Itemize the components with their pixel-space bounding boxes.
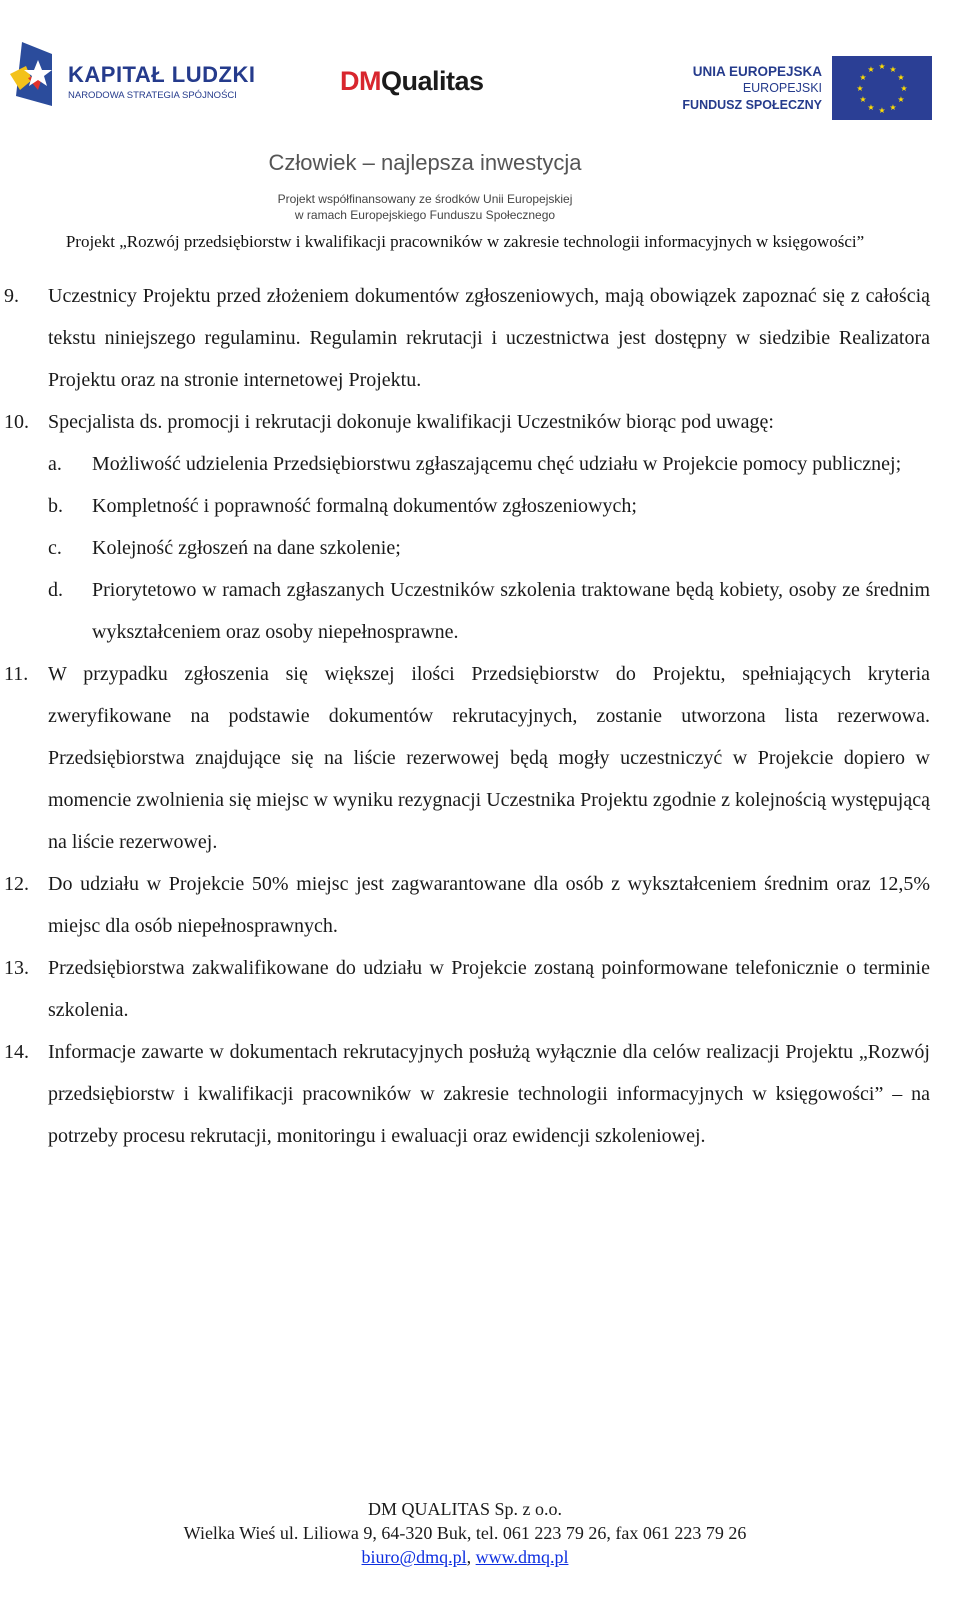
sub-list-item — [0, 527, 930, 569]
cofinancing-line-2: w ramach Europejskiego Funduszu Społecznego — [294, 208, 556, 222]
svg-text:★: ★ — [900, 84, 908, 93]
project-title: Projekt „Rozwój przedsiębiorstw i kwalifikacji pracowników w zakresie technologii informacyjnych w księgowości” — [65, 232, 865, 251]
list-item — [0, 653, 930, 863]
sub-item-letter: b. — [48, 495, 63, 517]
item-text: Przedsiębiorstwa zakwalifikowane do udziału w Projekcie zostaną poinformowane telefonicznie o terminie szkolenia. — [48, 957, 930, 1021]
svg-text:★: ★ — [889, 103, 897, 112]
svg-text:★: ★ — [897, 73, 905, 82]
eu-line-3: FUNDUSZ SPOŁECZNY — [682, 98, 822, 112]
page-footer — [0, 1497, 930, 1569]
cofinancing-line-1: Projekt współfinansowany ze środków Unii Europejskiej — [277, 192, 573, 206]
dmq-logo-dm: DM — [340, 66, 381, 96]
list-item — [0, 1031, 930, 1157]
svg-text:★: ★ — [867, 65, 875, 74]
list-item — [0, 275, 930, 401]
svg-text:★: ★ — [867, 103, 875, 112]
svg-text:★: ★ — [859, 73, 867, 82]
item-number: 13. — [4, 957, 29, 979]
list-item — [0, 863, 930, 947]
sub-item-text: Kompletność i poprawność formalną dokumentów zgłoszeniowych; — [92, 495, 637, 517]
email-link[interactable]: biuro@dmq.pl — [361, 1547, 467, 1567]
svg-text:★: ★ — [897, 95, 905, 104]
motto: Człowiek – najlepsza inwestycja — [268, 150, 582, 175]
kapital-ludzki-emblem-icon — [8, 40, 58, 110]
footer-links — [0, 1545, 930, 1569]
sub-item-text: Priorytetowo w ramach zgłaszanych Uczestników szkolenia traktowane będą kobiety, osoby ze średnim wykształceniem oraz osoby niepełnosprawne. — [92, 579, 930, 643]
item-text: Uczestnicy Projektu przed złożeniem dokumentów zgłoszeniowych, mają obowiązek zapoznać się z całością tekstu niniejszego regulaminu. Regulamin rekrutacji i uczestnictwa jest dostępny w siedzibie Realizatora Projektu oraz na stronie internetowej Projektu. — [48, 285, 930, 391]
eu-line-2: EUROPEJSKI — [742, 81, 822, 95]
dmq-logo-qualitas: Qualitas — [381, 66, 484, 96]
item-text: Informacje zawarte w dokumentach rekrutacyjnych posłużą wyłącznie dla celów realizacji Projektu „Rozwój przedsiębiorstw i kwalifikacji pracowników w zakresie technologii informacyjnych w księgowości” – na potrzeby procesu rekrutacji, monitoringu i ewaluacji oraz ewidencji szkoleniowej. — [48, 1041, 930, 1147]
kapital-ludzki-subtitle: NARODOWA STRATEGIA SPÓJNOŚCI — [68, 90, 237, 101]
svg-text:★: ★ — [889, 65, 897, 74]
item-number: 11. — [4, 663, 29, 685]
sub-item-letter: a. — [48, 453, 62, 475]
item-number: 10. — [4, 411, 29, 433]
item-number: 14. — [4, 1041, 29, 1063]
website-link[interactable]: www.dmq.pl — [475, 1547, 569, 1567]
footer-address: Wielka Wieś ul. Liliowa 9, 64-320 Buk, tel. 061 223 79 26, fax 061 223 79 26 — [183, 1523, 747, 1543]
svg-text:★: ★ — [856, 84, 864, 93]
sub-item-letter: c. — [48, 537, 62, 559]
kapital-ludzki-logo — [8, 40, 256, 120]
list-item — [0, 947, 930, 1031]
svg-text:★: ★ — [859, 95, 867, 104]
sub-list-item — [0, 485, 930, 527]
item-number: 9. — [4, 285, 19, 307]
item-text: Specjalista ds. promocji i rekrutacji dokonuje kwalifikacji Uczestników biorąc pod uwagę: — [48, 411, 774, 433]
svg-text:★: ★ — [878, 106, 886, 115]
sub-list-item — [0, 569, 930, 653]
sub-list-item — [0, 443, 930, 485]
sub-item-letter: d. — [48, 579, 63, 601]
item-text: W przypadku zgłoszenia się większej ilości Przedsiębiorstw do Projektu, spełniających kryteria zweryfikowane na podstawie dokumentów rekrutacyjnych, zostanie utworzona lista rezerwowa. Przedsiębiorstwa znajdujące się na liście rezerwowej będą mogły uczestniczyć w Projekcie dopiero w momencie zwolnienia się miejsc w wyniku rezygnacji Uczestnika Projektu zgodnie z kolejnością występującą na liście rezerwowej. — [48, 663, 930, 853]
item-number: 12. — [4, 873, 29, 895]
regulation-content — [0, 275, 930, 1157]
eu-flag-icon — [832, 56, 932, 120]
kapital-ludzki-title: KAPITAŁ LUDZKI — [68, 62, 256, 87]
eu-logo-text — [682, 63, 822, 114]
list-item — [0, 401, 930, 443]
svg-text:★: ★ — [878, 62, 886, 71]
eu-logo — [650, 54, 940, 124]
item-text: Do udziału w Projekcie 50% miejsc jest zagwarantowane dla osób z wykształceniem średnim oraz 12,5% miejsc dla osób niepełnosprawnych. — [48, 873, 930, 937]
dmqualitas-logo — [340, 66, 484, 97]
sub-item-text: Możliwość udzielenia Przedsiębiorstwu zgłaszającemu chęć udziału w Projekcie pomocy publicznej; — [92, 453, 902, 475]
sub-item-text: Kolejność zgłoszeń na dane szkolenie; — [92, 537, 401, 559]
footer-link-separator: , — [466, 1547, 476, 1567]
footer-company: DM QUALITAS Sp. z o.o. — [367, 1499, 563, 1519]
eu-line-1: UNIA EUROPEJSKA — [692, 64, 822, 79]
